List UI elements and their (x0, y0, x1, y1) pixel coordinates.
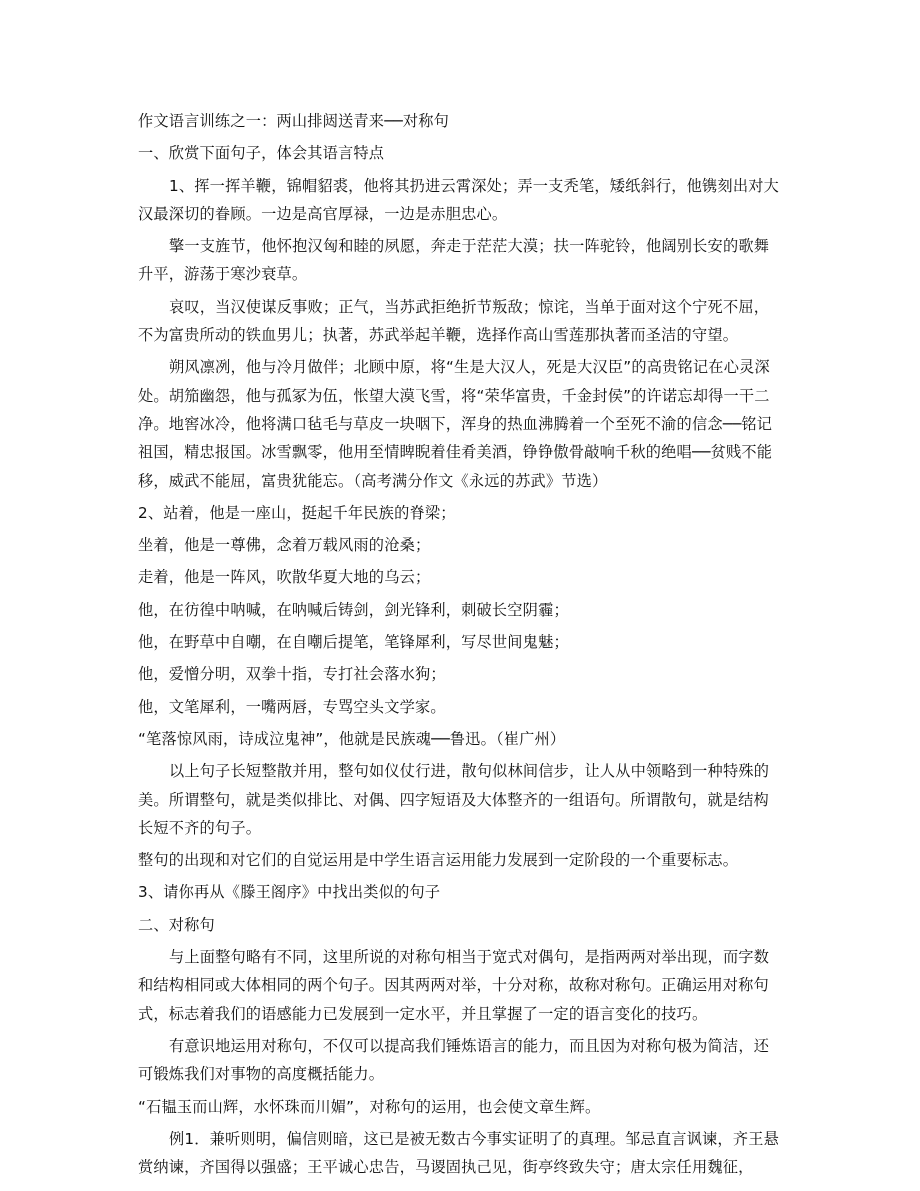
paragraph: 有意识地运用对称句，不仅可以提高我们锤炼语言的能力，而且因为对称句极为简洁，还可锻炼我们对事物的高度概括能力。 (138, 1036, 770, 1084)
paragraph: 以上句子长短整散并用，整句如仪仗行进，散句似林间信步，让人从中领略到一种特殊的美。所谓整句，就是类似排比、对偶、四字短语及大体整齐的一组语句。所谓散句，就是结构长短不齐的句子。 (138, 762, 770, 837)
paragraph: 与上面整句略有不同，这里所说的对称句相当于宽式对偶句，是指两两对举出现，而字数和结构相同或大体相同的两个句子。因其两两对举，十分对称，故称对称句。正确运用对称句式，标志着我们的语感能力已发展到一定水平，并且掌握了一定的语言变化的技巧。 (138, 948, 770, 1023)
poem-line: 坐着，他是一尊佛，念着万载风雨的沧桑； (138, 536, 431, 555)
quotation-line: “石韫玉而山辉，水怀珠而川媚”，对称句的运用，也会使文章生辉。 (138, 1097, 601, 1116)
poem-line: “笔落惊风雨，诗成泣鬼神”，他就是民族魂──鲁迅。（崔广州） (138, 729, 566, 748)
poem-line: 他，文笔犀利，一嘴两唇，专骂空头文学家。 (138, 697, 446, 716)
poem-line: 2、站着，他是一座山，挺起千年民族的脊梁； (138, 503, 456, 522)
document-body (138, 107, 783, 1181)
example-paragraph: 例1．兼听则明，偏信则暗，这已是被无数古今事实证明了的真理。邹忌直言讽谏，齐王悬赏纳谏，齐国得以强盛；王平诚心忠告，马谡固执己见，街亭终致失守；唐太宗任用魏征， (138, 1129, 779, 1177)
poem-line: 他，在野草中自嘲，在自嘲后提笔，笔锋犀利，写尽世间鬼魅； (138, 633, 569, 652)
paragraph: 朔风凛冽，他与冷月做伴；北顾中原，将“生是大汉人，死是大汉臣”的高贵铭记在心灵深处。胡笳幽怨，他与孤冢为伍，怅望大漠飞雪，将“荣华富贵，千金封侯”的许诺忘却得一干二净。地窖冰冷，他将满口毡毛与草皮一块咽下，浑身的热血沸腾着一个至死不渝的信念──铭记祖国，精忠报国。冰雪飘零，他用至情睥睨着佳肴美酒，铮铮傲骨敲响千秋的绝唱──贫贱不能移，威武不能屈，富贵犹能忘。（高考满分作文《永远的苏武》节选） (138, 358, 773, 490)
poem-line: 走着，他是一阵风，吹散华夏大地的乌云； (138, 568, 431, 587)
section-heading-2: 二、对称句 (138, 915, 215, 934)
poem-line: 他，在彷徨中呐喊，在呐喊后铸剑，剑光锋利，刺破长空阴霾； (138, 600, 569, 619)
document-title: 作文语言训练之一：两山排闼送青来──对称句 (138, 112, 450, 130)
paragraph: 哀叹，当汉使谋反事败；正气，当苏武拒绝折节叛敌；惊诧，当单于面对这个宁死不屈，不为富贵所动的铁血男儿；执著，苏武举起羊鞭，选择作高山雪莲那执著而圣洁的守望。 (138, 297, 770, 345)
paragraph: 整句的出现和对它们的自觉运用是中学生语言运用能力发展到一定阶段的一个重要标志。 (138, 851, 739, 870)
section-heading-1: 一、欣赏下面句子，体会其语言特点 (138, 144, 385, 163)
paragraph: 擎一支旌节，他怀抱汉匈和睦的夙愿，奔走于茫茫大漠；扶一阵驼铃，他阔别长安的歌舞升平，游荡于寒沙衰草。 (138, 237, 770, 284)
question-line: 3、请你再从《滕王阁序》中找出类似的句子 (138, 883, 441, 902)
poem-line: 他，爱憎分明，双拳十指，专打社会落水狗； (138, 665, 446, 684)
paragraph: 1、挥一挥羊鞭，锦帽貂裘，他将其扔进云霄深处；弄一支秃笔，矮纸斜行，他镌刻出对大汉最深切的眷顾。一边是高官厚禄，一边是赤胆忠心。 (138, 176, 779, 223)
